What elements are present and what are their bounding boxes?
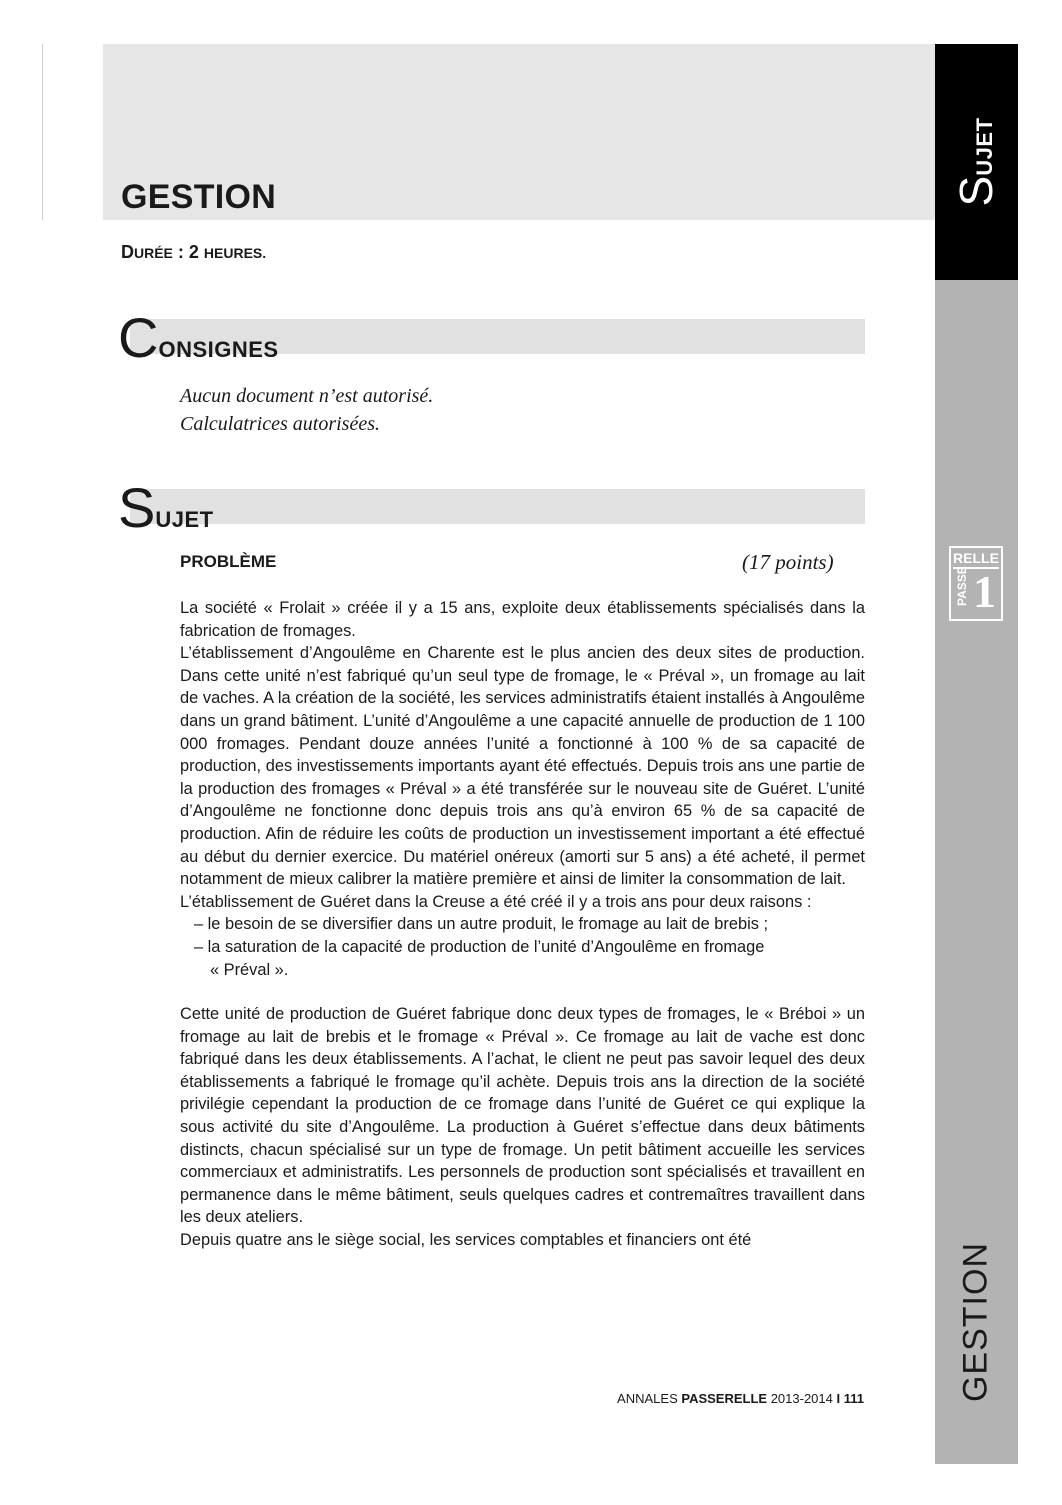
problem-label: PROBLÈME (180, 552, 277, 571)
footer-prefix: ANNALES (617, 1391, 682, 1406)
footer-separator: I (836, 1391, 841, 1406)
problem-points: (17 points) (742, 550, 834, 574)
duration-sc: URÉE (134, 245, 173, 261)
bullet-2-continued: « Préval ». (210, 960, 289, 979)
problem-body (180, 597, 865, 1252)
passerelle-logo (949, 546, 1003, 621)
page-number: 111 (843, 1391, 864, 1406)
bullet-1: – le besoin de se diversifier dans un autre produit, le fromage au lait de brebis ; (194, 915, 769, 934)
consignes-heading (118, 306, 279, 369)
sujet-cap: S (118, 476, 156, 539)
sujet-heading (118, 476, 214, 539)
sujet-rest: UJET (155, 507, 214, 532)
side-sujet-rest: UJET (972, 117, 997, 176)
page-title: GESTION (121, 178, 277, 216)
duration-unit: HEURES. (203, 245, 267, 261)
margin-rule (42, 44, 43, 220)
paragraph-1: La société « Frolait » créée il y a 15 ans, exploite deux établissements spécialisés dans la fabrication de fromages. (180, 599, 865, 640)
paragraph-5: Depuis quatre ans le siège social, les services comptables et financiers ont été (180, 1231, 752, 1250)
paragraph-4: Cette unité de production de Guéret fabrique donc deux types de fromages, le « Bréboi » un fromage au lait de brebis et le fromage « Préval ». Ce fromage au lait de vache est donc fabriqué dans les deux établissements. A l’achat, le client ne peut pas savoir lequel des deux établissements a fabriqué le fromage qu’il achète. Depuis trois ans la direction de la société privilégie cependant la production de ce fromage dans l’unité de Guéret ce qui explique la sous activité du site d’Angoulême. La production à Guéret s’effectue dans deux bâtiments distincts, chacun spécialisé sur un type de fromage. Un petit bâtiment accueille les services commerciaux et administratifs. Les personnels de production sont spécialisés et travaillent en permanence dans le même bâtiment, seuls quelques cadres et contremaîtres travaillent dans les deux ateliers. (180, 1005, 865, 1227)
side-gestion-label: GESTION (956, 1241, 995, 1403)
duration-value: : 2 (172, 242, 204, 262)
duration-cap: D (121, 242, 134, 262)
side-sujet-label (949, 118, 1003, 207)
logo-number: 1 (973, 566, 996, 617)
consignes-text (180, 382, 433, 438)
paragraph-3: L’établissement de Guéret dans la Creuse a été créé il y a trois ans pour deux raisons : (180, 892, 812, 911)
consignes-rest: ONSIGNES (158, 337, 279, 362)
paragraph-2: L’établissement d’Angoulême en Charente est le plus ancien des deux sites de production. Dans cette unité n’est fabriqué qu’un seul type de fromage, le « Préval », un fromage au lait de vaches. A la création de la société, les services administratifs étaient installés à Angoulême dans un grand bâtiment. L’unité d’Angoulême a une capacité annuelle de production de 1 100 000 fromages. Pendant douze années l’unité a fonctionné à 100 % de sa capacité de production, des investissements importants ayant été effectués. Depuis trois ans une partie de la production des fromages « Préval » a été transférée sur le nouveau site de Guéret. L’unité d’Angoulême ne fonctionne donc depuis trois ans qu’à environ 65 % de sa capacité de production. Afin de réduire les coûts de production un investissement important a été effectué au début du dernier exercice. Du matériel onéreux (amorti sur 5 ans) a été acheté, il permet notamment de mieux calibrer la matière première et ainsi de limiter la consommation de lait. (180, 644, 865, 889)
footer-year: 2013-2014 (767, 1391, 837, 1406)
logo-side-text: PASSE (955, 566, 969, 606)
consignes-cap: C (118, 306, 159, 369)
page-footer (617, 1391, 864, 1406)
side-sujet-cap: S (950, 175, 1002, 207)
consignes-line-1: Aucun document n’est autorisé. (180, 385, 434, 407)
logo-top-text: RELLE (953, 549, 999, 569)
bullet-2: – la saturation de la capacité de production de l’unité d’Angoulême en fromage (194, 937, 765, 956)
footer-brand: PASSERELLE (681, 1391, 768, 1406)
paragraph-gap (180, 981, 865, 1003)
consignes-line-2: Calculatrices autorisées. (180, 413, 380, 435)
duration (121, 242, 266, 263)
sujet-bar (130, 489, 865, 524)
